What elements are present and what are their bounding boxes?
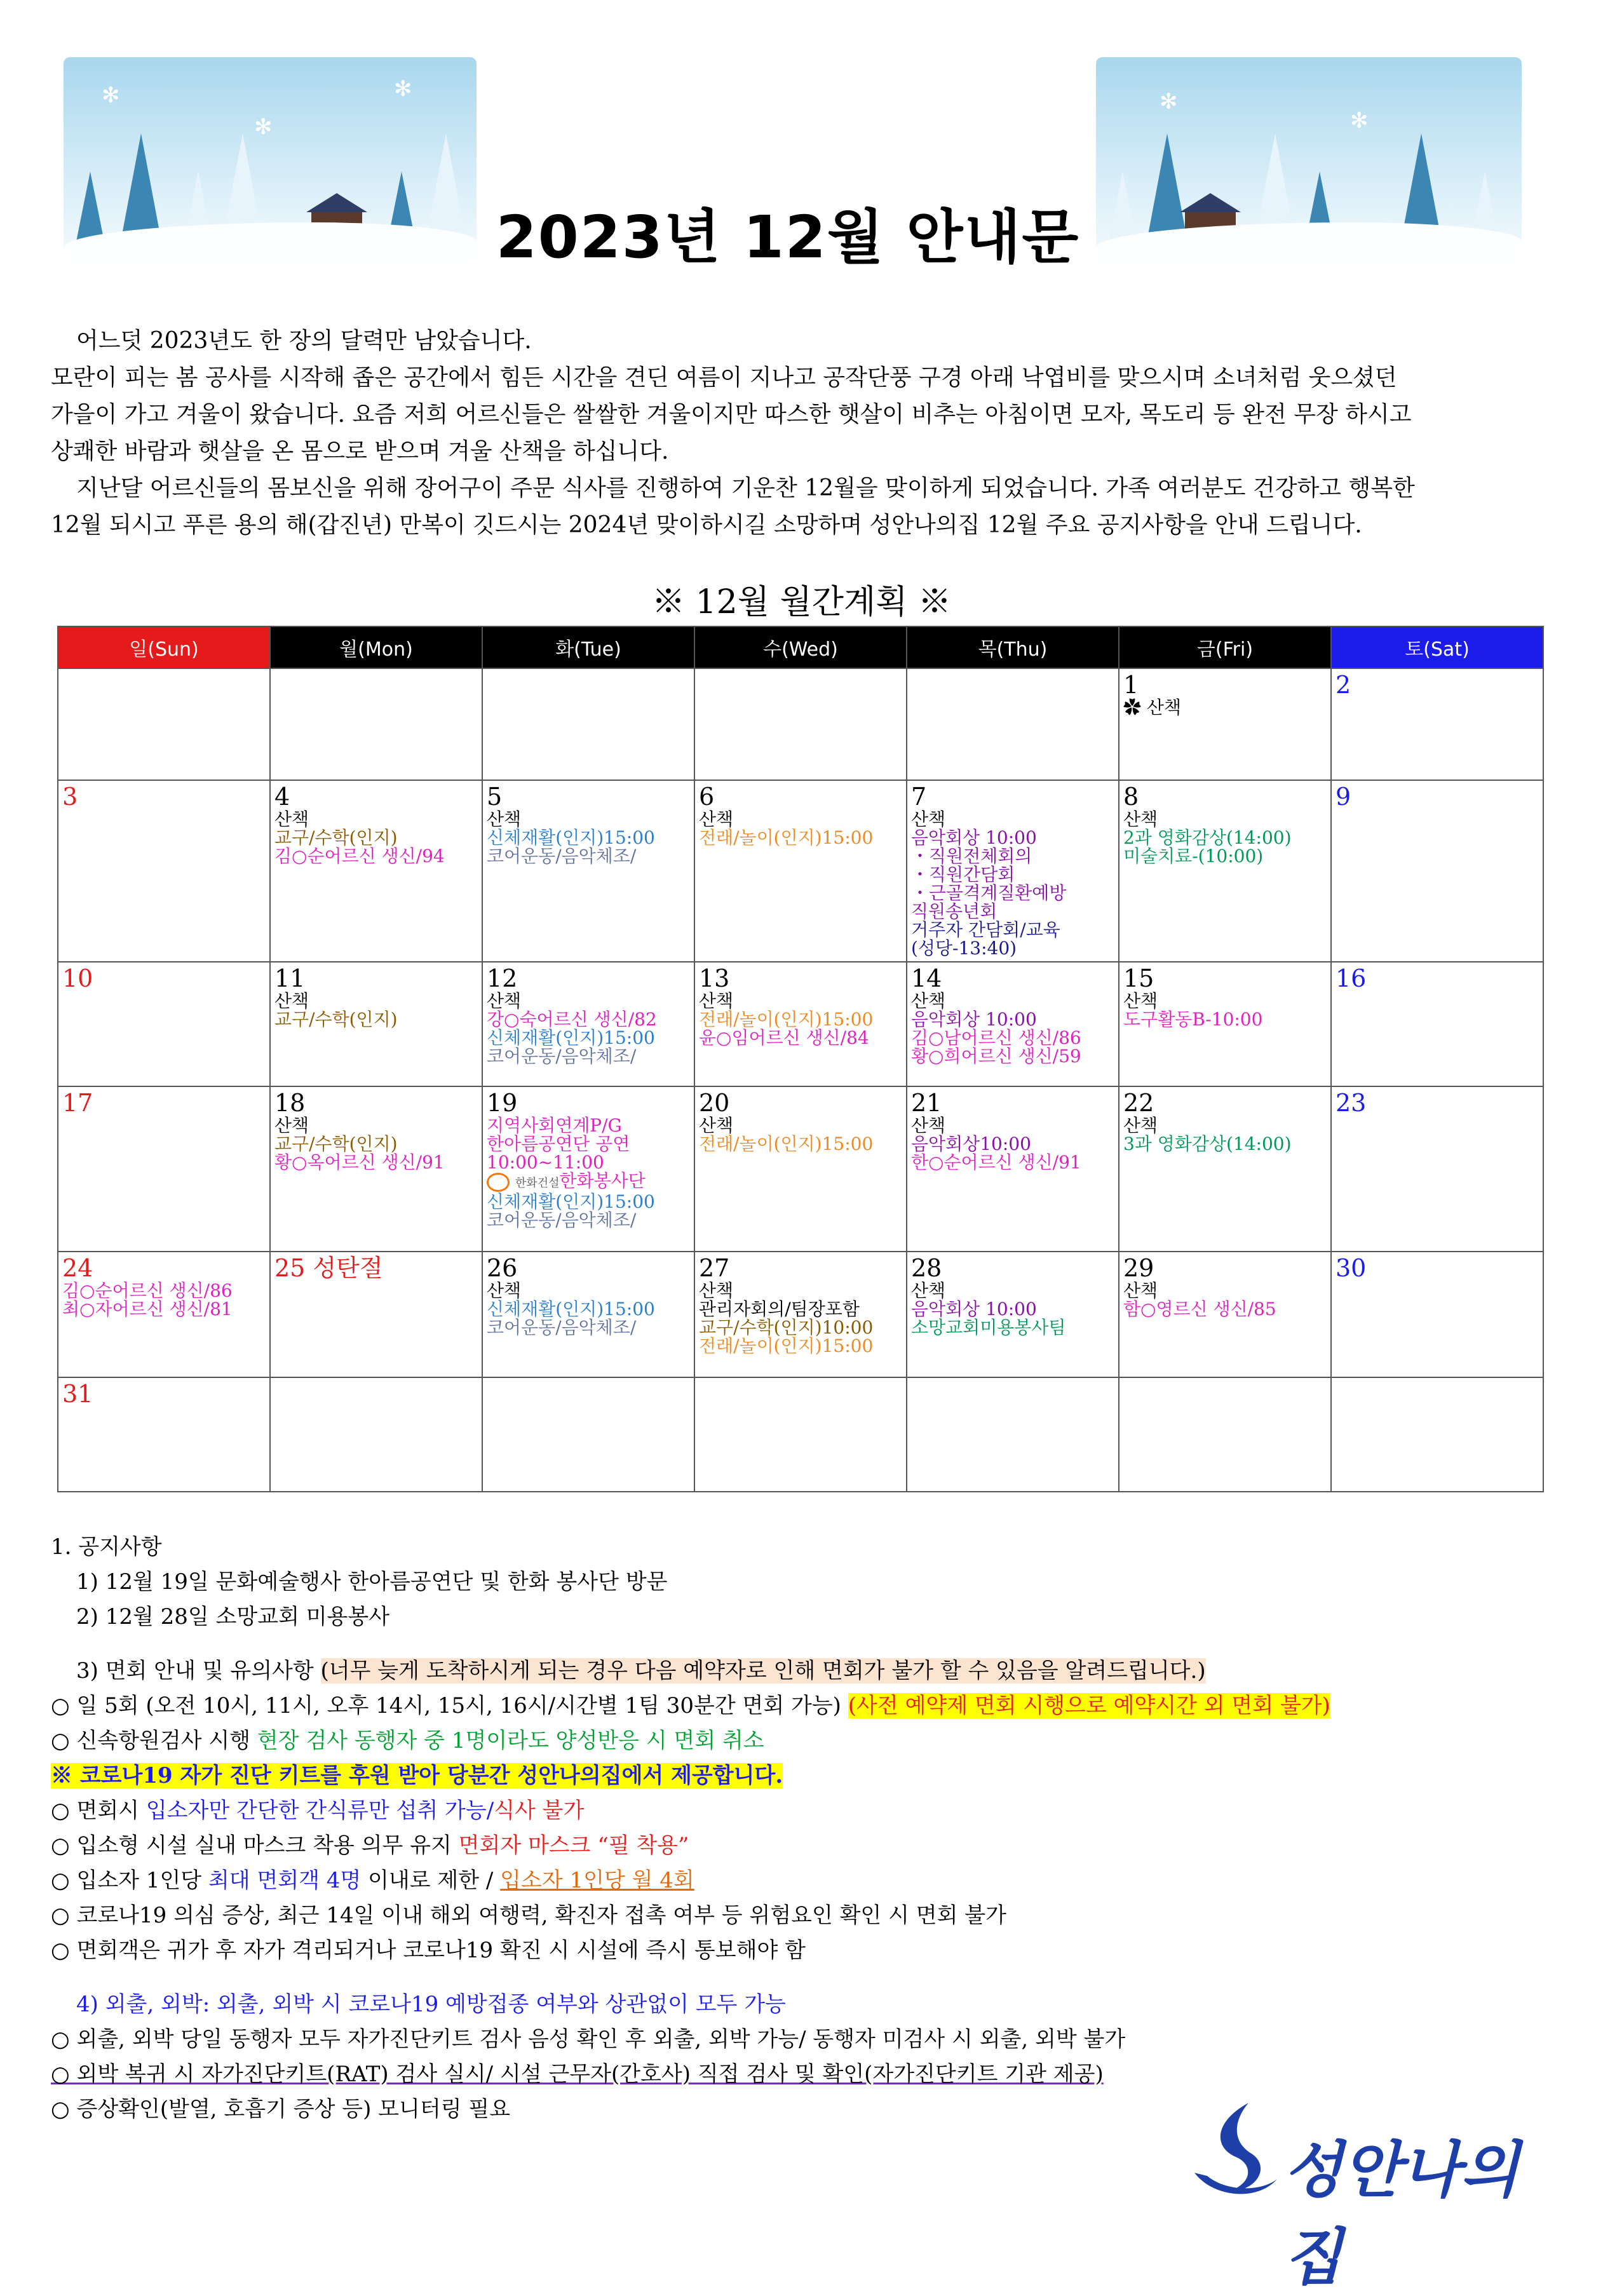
calendar-cell-empty [58,668,270,780]
bullet: ○ 면회객은 귀가 후 자가 격리되거나 코로나19 확진 시 시설에 즉시 통보해야 함 [51,1938,806,1963]
calendar-cell-day-17 [58,1086,270,1252]
event: 코어운동/음악체조/ [487,1046,637,1067]
calendar-cell-day-27 [694,1252,907,1377]
intro-line: 가을이 가고 겨울이 왔습니다. 요즘 저희 어르신들은 쌀쌀한 겨울이지만 따스한 햇살이 비추는 아침이면 모자, 목도리 등 완전 무장 하시고 [51,402,1412,428]
day-number: 15 [1123,964,1154,992]
event: 관리자회의/팀장포함 [699,1299,860,1320]
notice-item: 1) 12월 19일 문화예술행사 한아름공연단 및 한화 봉사단 방문 [76,1569,668,1595]
winter-banner-right [1096,57,1522,267]
event: 산책 [487,990,522,1011]
day-number: 29 [1123,1254,1154,1282]
bullet-text: ○ 외박 복귀 시 자가진단키트(RAT) 검사 실시/ 시설 근무자(간호사) 직접 검사 및 확인(자가진단키트 기관 제공) [51,2062,1104,2087]
calendar-week [58,962,1543,1086]
notice-item: 2) 12월 28일 소망교회 미용봉사 [76,1604,390,1630]
day-number: 7 [911,783,927,811]
weekday-header [58,626,1543,668]
intro-line: 지난달 어르신들의 몸보신을 위해 장어구이 주문 식사를 진행하여 기운찬 12월을 맞이하게 되었습니다. 가족 여러분도 건강하고 행복한 [76,475,1415,501]
hanwha-logo-icon [487,1173,510,1192]
calendar-cell-day-15 [1119,962,1331,1086]
weekday-tue: 화(Tue) [482,626,694,668]
bullet-text: ○ 면회시 [51,1798,146,1823]
event: 코어운동/음악체조/ [487,1210,637,1231]
event: 함○영르신 생신/85 [1123,1299,1276,1320]
calendar-cell-empty [694,668,907,780]
logo-text: 성안나의집 [1283,2135,1519,2293]
tree-icon [1147,133,1187,241]
calendar-cell-empty [907,1377,1119,1492]
day-number: 9 [1336,783,1351,811]
calendar-week [58,780,1543,962]
intro-line: 상쾌한 바람과 햇살을 온 몸으로 받으며 겨울 산책을 하십니다. [51,438,669,464]
visit-heading: 3) 면회 안내 및 유의사항 [76,1658,321,1684]
bullet-highlight: (사전 예약제 면회 시행으로 예약시간 외 면회 불가) [848,1693,1330,1719]
event: 산책 [274,809,309,830]
tree-icon [1109,172,1137,241]
event: 음악회상 10:00 [911,827,1037,848]
weekday-sat: 토(Sat) [1331,626,1543,668]
calendar-cell-empty [270,1377,482,1492]
calendar-cell-day-31 [58,1377,270,1492]
hanwha-brand: 한화건설 [515,1177,560,1190]
event: 10:00~11:00 [487,1152,604,1173]
day-number: 11 [274,964,306,992]
calendar-cell-day-14 [907,962,1119,1086]
event: 산책 [487,809,522,830]
tree-icon [76,172,104,241]
day-number: 16 [1336,964,1367,992]
event: 윤○임어르신 생신/84 [699,1027,869,1048]
calendar-cell-day-18 [270,1086,482,1252]
event: 산책 [1123,990,1158,1011]
notice-heading: 1. 공지사항 [51,1534,162,1560]
event [487,1172,690,1192]
calendar-cell-day-30 [1331,1252,1543,1377]
event: 산책 [911,990,946,1011]
event: 음악회상10:00 [911,1133,1031,1154]
calendar-cell-day-6 [694,780,907,962]
event: 전래/놀이(인지)15:00 [699,1335,874,1356]
event: 최○자어르신 생신/81 [62,1299,233,1320]
event: ✿ 산책 [1123,697,1181,718]
day-number: 27 [699,1254,730,1282]
calendar-cell-empty [907,668,1119,780]
bullet [51,2057,1563,2092]
day-number: 24 [62,1254,93,1282]
calendar-week [58,668,1543,780]
bullet-highlight: 입소자 1인당 월 4회 [500,1868,694,1893]
day-number: 23 [1336,1089,1367,1117]
event: (성당-13:40) [911,938,1017,959]
event: 음악회상 10:00 [911,1009,1037,1030]
notice-section [51,1530,1563,2127]
visit-warning: (너무 늦게 도착하시게 되는 경우 다음 예약자로 인해 면회가 불가 할 수 있음을 알려드립니다.) [320,1658,1206,1684]
event: 김○남어르신 생신/86 [911,1027,1081,1048]
calendar-week [58,1252,1543,1377]
event: 신체재활(인지)15:00 [487,827,655,848]
event: 한○순어르신 생신/91 [911,1152,1081,1173]
day-number: 25 성탄절 [274,1254,383,1282]
winter-banner-left [64,57,477,267]
calendar-cell-empty [270,668,482,780]
event: 김○순어르신 생신/94 [274,846,445,867]
day-number: 17 [62,1089,93,1117]
event: 신체재활(인지)15:00 [487,1299,655,1320]
spacer [51,1968,1563,1987]
bullet: ○ 외출, 외박 당일 동행자 모두 자가진단키트 검사 음성 확인 후 외출, 외박 가능/ 동행자 미검사 시 외출, 외박 불가 [51,2027,1126,2052]
calendar-week [58,1377,1543,1492]
bullet: ○ 코로나19 의심 증상, 최근 14일 이내 해외 여행력, 확진자 접촉 여부 등 위험요인 확인 시 면회 불가 [51,1903,1006,1928]
day-number: 19 [487,1089,518,1117]
event: 소망교회미용봉사팀 [911,1317,1066,1338]
bullet-highlight: 최대 면회객 4명 [208,1868,362,1893]
calendar-cell-day-4 [270,780,482,962]
calendar-cell-day-3 [58,780,270,962]
calendar-cell-day-23 [1331,1086,1543,1252]
calendar-cell-day-29 [1119,1252,1331,1377]
page-title: 2023년 12월 안내문 [496,203,1080,271]
event: ・근골격계질환예방 [911,882,1067,903]
snowflake-icon: ✻ [394,76,412,102]
event: 한아름공연단 공연 [487,1133,630,1154]
wave-logo-icon [1188,2097,1283,2205]
intro-line: 모란이 피는 봄 공사를 시작해 좁은 공간에서 힘든 시간을 견딘 여름이 지나고 공작단풍 구경 아래 낙엽비를 맞으시며 소녀처럼 웃으셨던 [51,365,1397,391]
event: 교구/수학(인지)10:00 [699,1317,874,1338]
day-number: 3 [62,783,78,811]
tree-icon [426,133,466,241]
day-number: 28 [911,1254,942,1282]
event: 산책 [699,809,734,830]
event: 김○순어르신 생신/86 [62,1280,233,1301]
bullet-text: ○ 입소형 시설 실내 마스크 착용 의무 유지 [51,1833,459,1858]
event: 산책 [911,1115,946,1136]
calendar-cell-day-10 [58,962,270,1086]
event: 음악회상 10:00 [911,1299,1037,1320]
event: 신체재활(인지)15:00 [487,1191,655,1212]
event: 직원송년회 [911,901,998,922]
day-number: 21 [911,1089,942,1117]
calendar-cell-day-21 [907,1086,1119,1252]
bullet [51,1793,1563,1828]
snowflake-icon: ✻ [1160,89,1178,114]
bullet [51,1724,1563,1759]
day-number: 10 [62,964,93,992]
calendar-cell-day-12 [482,962,694,1086]
event: 산책 [487,1280,522,1301]
day-number: 8 [1123,783,1139,811]
calendar-cell-day-25 [270,1252,482,1377]
intro-line: 12월 되시고 푸른 용의 해(갑진년) 만복이 깃드시는 2024년 맞이하시길 소망하며 성안나의집 12월 주요 공지사항을 안내 드립니다. [51,512,1362,538]
bullet-highlight: ※ 코로나19 자가 진단 키트를 후원 받아 당분간 성안나의집에서 제공합니다. [51,1763,783,1788]
calendar-cell-day-13 [694,962,907,1086]
event: 신체재활(인지)15:00 [487,1027,655,1048]
bullet-highlight: 입소자만 간단한 간식류만 섭취 가능/ [145,1798,494,1823]
bullet [51,1828,1563,1863]
intro-line: 어느덧 2023년도 한 장의 달력만 남았습니다. [76,328,532,354]
hanwha-volunteer: 한화봉사단 [559,1170,646,1191]
day-number: 22 [1123,1089,1154,1117]
notice-item-visit [51,1654,1563,1689]
event: 코어운동/음악체조/ [487,846,637,867]
bullet-text: 이내로 제한 / [361,1868,501,1893]
calendar-cell-empty [1119,1377,1331,1492]
weekday-wed: 수(Wed) [694,626,907,668]
event: 3과 영화감상(14:00) [1123,1133,1292,1154]
intro-paragraph [51,323,1563,544]
calendar-cell-empty [694,1377,907,1492]
event: 산책 [911,809,946,830]
calendar-cell-day-11 [270,962,482,1086]
event: 교구/수학(인지) [274,1009,398,1030]
calendar-cell-day-5 [482,780,694,962]
bullet: ○ 증상확인(발열, 호흡기 증상 등) 모니터링 필요 [51,2097,511,2122]
event: 코어운동/음악체조/ [487,1317,637,1338]
bullet-text: ○ 입소자 1인당 [51,1868,208,1893]
bullet [51,1689,1563,1724]
spacer [51,1635,1563,1654]
day-number: 2 [1336,671,1351,699]
event: 산책 [274,990,309,1011]
calendar-week [58,1086,1543,1252]
bullet-highlight: 식사 불가 [494,1798,585,1823]
day-number: 13 [699,964,730,992]
bullet-text: ○ 일 5회 (오전 10시, 11시, 오후 14시, 15시, 16시/시간별 1팀 30분간 면회 가능) [51,1693,848,1719]
event: 강○숙어르신 생신/82 [487,1009,657,1030]
monthly-plan-title: ※ 12월 월간계획 ※ [652,583,951,621]
bullet [51,1759,1563,1793]
event: 지역사회연계P/G [487,1115,622,1136]
event: 산책 [274,1115,309,1136]
event: 전래/놀이(인지)15:00 [699,827,874,848]
event: 산책 [699,990,734,1011]
calendar-cell-day-9 [1331,780,1543,962]
calendar-cell-day-26 [482,1252,694,1377]
event: 황○희어르신 생신/59 [911,1046,1081,1067]
day-number: 26 [487,1254,518,1282]
weekday-thu: 목(Thu) [907,626,1119,668]
event: 전래/놀이(인지)15:00 [699,1133,874,1154]
event: 교구/수학(인지) [274,827,398,848]
calendar-cell-day-16 [1331,962,1543,1086]
snowflake-icon: ✻ [102,83,120,108]
weekday-fri: 금(Fri) [1119,626,1331,668]
snowflake-icon: ✻ [1350,108,1369,133]
day-number: 4 [274,783,290,811]
day-number: 1 [1123,671,1139,699]
event: 거주자 간담회/교육 [911,919,1060,940]
calendar-cell-day-28 [907,1252,1119,1377]
calendar-cell-day-7 [907,780,1119,962]
weekday-sun: 일(Sun) [58,626,270,668]
bullet-highlight: 현장 검사 동행자 중 1명이라도 양성반응 시 면회 취소 [257,1728,764,1753]
calendar-cell-empty [482,1377,694,1492]
event: 산책 [699,1115,734,1136]
day-number: 18 [274,1089,306,1117]
monthly-calendar [57,626,1544,1492]
calendar-cell-day-20 [694,1086,907,1252]
day-number: 31 [62,1380,93,1408]
bullet-text: ○ 신속항원검사 시행 [51,1728,257,1753]
event: 산책 [911,1280,946,1301]
day-number: 14 [911,964,942,992]
day-number: 6 [699,783,715,811]
event: 산책 [1123,1115,1158,1136]
notice-item-outing: 4) 외출, 외박: 외출, 외박 시 코로나19 예방접종 여부와 상관없이 모두 가능 [76,1992,786,2017]
calendar-cell-empty [1331,1377,1543,1492]
bullet-highlight: 면회자 마스크 “필 착용” [458,1833,689,1858]
event: 교구/수학(인지) [274,1133,398,1154]
calendar-cell-day-22 [1119,1086,1331,1252]
organization-logo [1188,2097,1569,2293]
day-number: 12 [487,964,518,992]
weekday-mon: 월(Mon) [270,626,482,668]
event: ・직원전체회의 [911,846,1032,867]
calendar-cell-empty [482,668,694,780]
event: 도구활동B-10:00 [1123,1009,1263,1030]
event: ・직원간담회 [911,864,1015,885]
event: 산책 [1123,1280,1158,1301]
calendar-cell-day-24 [58,1252,270,1377]
event: 2과 영화감상(14:00) [1123,827,1292,848]
event: 산책 [699,1280,734,1301]
tree-icon [121,133,161,241]
snowflake-icon: ✻ [254,114,273,140]
day-number: 20 [699,1089,730,1117]
day-number: 30 [1336,1254,1367,1282]
bullet [51,1863,1563,1898]
calendar-cell-day-1 [1119,668,1331,780]
event: 산책 [1123,809,1158,830]
event: 황○옥어르신 생신/91 [274,1152,445,1173]
calendar-cell-day-2 [1331,668,1543,780]
calendar-cell-day-8 [1119,780,1331,962]
calendar-cell-day-19 [482,1086,694,1252]
event: 전래/놀이(인지)15:00 [699,1009,874,1030]
day-number: 5 [487,783,503,811]
event: 미술치료-(10:00) [1123,846,1264,867]
